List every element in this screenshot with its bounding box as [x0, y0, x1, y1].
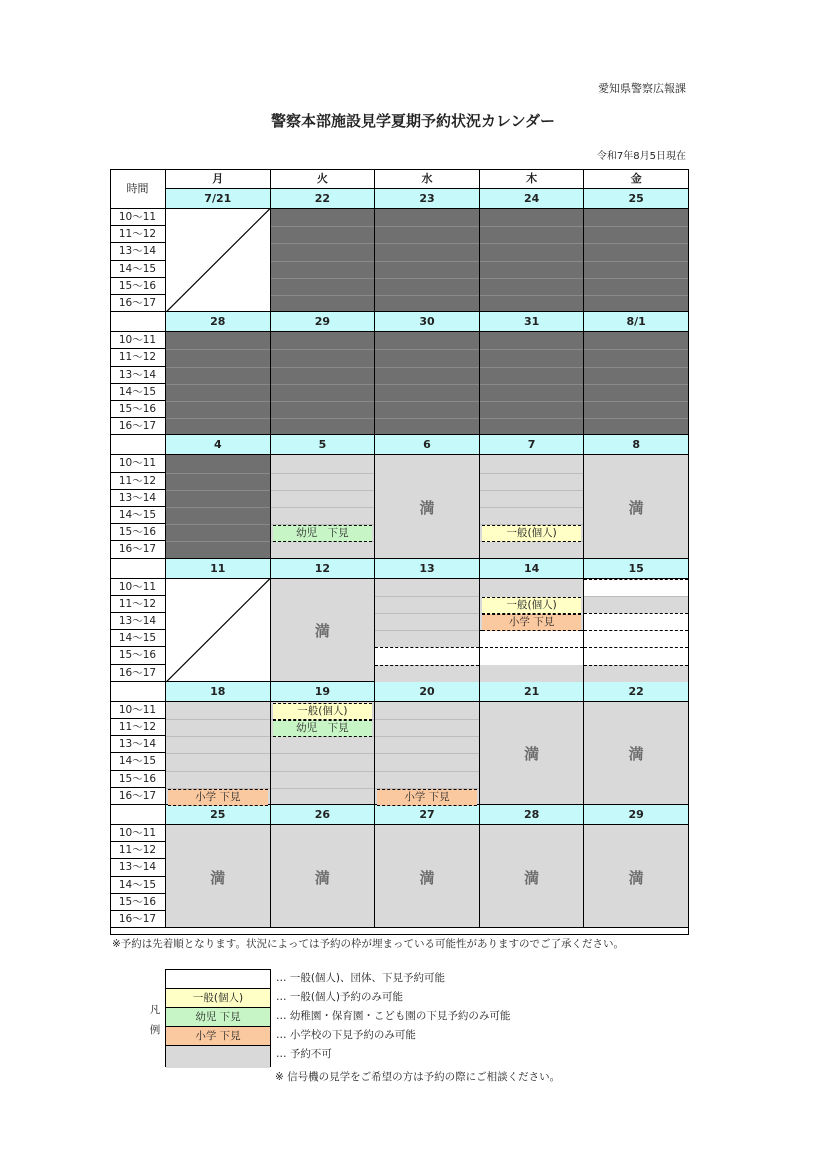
time-slot-label: 10～11 [110, 702, 166, 719]
full-block [271, 579, 376, 682]
slot-block [375, 579, 480, 682]
full-mark: 満 [524, 868, 540, 887]
legend-swatch [166, 970, 270, 989]
full-block [584, 702, 689, 805]
date-cell: 22 [584, 682, 689, 702]
date-cell: 6 [375, 435, 480, 455]
time-header: 時間 [110, 169, 166, 209]
blank-cell [110, 435, 166, 455]
date-cell: 21 [480, 682, 585, 702]
time-slot-label: 10～11 [110, 455, 166, 472]
time-slot-label: 14～15 [110, 384, 166, 401]
time-slot-label: 11～12 [110, 226, 166, 243]
date-cell: 19 [271, 682, 376, 702]
date-cell: 29 [584, 805, 689, 825]
blank-cell [110, 682, 166, 702]
weekday-header: 水 [375, 169, 480, 189]
full-mark: 満 [419, 868, 435, 887]
weekday-header: 月 [166, 169, 271, 189]
date-cell: 5 [271, 435, 376, 455]
time-slot-label: 14～15 [110, 753, 166, 770]
slot-block [271, 455, 376, 558]
legend-box [165, 969, 271, 1067]
time-slot-label: 16～17 [110, 911, 166, 928]
full-mark: 満 [628, 868, 644, 887]
legend-description: … 小学校の下見予約のみ可能 [276, 1029, 416, 1041]
time-slot-label: 15～16 [110, 647, 166, 664]
slot-block [480, 455, 585, 558]
weekday-header: 火 [271, 169, 376, 189]
time-slot-label: 11～12 [110, 719, 166, 736]
blank-cell [110, 805, 166, 825]
date-cell: 15 [584, 559, 689, 579]
time-slot-label: 16～17 [110, 541, 166, 558]
slot-block [271, 332, 376, 435]
time-slot-label: 11～12 [110, 349, 166, 366]
date-cell: 31 [480, 312, 585, 332]
legend-description: … 予約不可 [276, 1048, 332, 1060]
blank-cell [110, 312, 166, 332]
time-slot-label: 16～17 [110, 295, 166, 312]
time-slot-label: 15～16 [110, 771, 166, 788]
weekday-header: 木 [480, 169, 585, 189]
slot-block [480, 332, 585, 435]
full-mark: 満 [524, 745, 540, 764]
time-slot-label: 15～16 [110, 278, 166, 295]
date-cell: 8 [584, 435, 689, 455]
page-title: 警察本部施設見学夏期予約状況カレンダー [270, 112, 556, 130]
department-name: 愛知県警察広報課 [598, 82, 686, 95]
legend-title: 凡 例 [149, 1004, 161, 1036]
youji-slot-label: 幼児 下見 [273, 525, 373, 542]
full-mark: 満 [628, 498, 644, 517]
full-block [166, 825, 271, 928]
time-slot-label: 13～14 [110, 736, 166, 753]
time-slot-label: 15～16 [110, 401, 166, 418]
full-mark: 満 [210, 868, 226, 887]
legend-swatch: 小学 下見 [166, 1027, 270, 1046]
date-cell: 24 [480, 189, 585, 209]
date-cell: 25 [584, 189, 689, 209]
time-slot-label: 13～14 [110, 367, 166, 384]
weekday-header: 金 [584, 169, 689, 189]
youji-slot-label: 幼児 下見 [273, 720, 373, 737]
full-block [375, 455, 480, 558]
date-cell: 22 [271, 189, 376, 209]
date-cell: 7/21 [166, 189, 271, 209]
time-slot-label: 16～17 [110, 788, 166, 805]
legend-description: … 一般(個人)予約のみ可能 [276, 991, 404, 1003]
ippan-slot-label: 一般(個人) [482, 525, 582, 542]
slot-block [584, 332, 689, 435]
ippan-slot-label: 一般(個人) [482, 597, 582, 614]
time-slot-label: 10～11 [110, 825, 166, 842]
date-cell: 20 [375, 682, 480, 702]
slot-block [584, 579, 689, 682]
full-block [584, 825, 689, 928]
time-slot-label: 16～17 [110, 418, 166, 435]
legend-description: … 幼稚園・保育園・こども園の下見予約のみ可能 [276, 1010, 511, 1022]
slot-block [166, 455, 271, 558]
slot-block [375, 332, 480, 435]
time-slot-label: 14～15 [110, 507, 166, 524]
time-slot-label: 14～15 [110, 261, 166, 278]
reservation-calendar [110, 169, 689, 935]
slot-block [166, 332, 271, 435]
date-cell: 27 [375, 805, 480, 825]
slot-block [480, 209, 585, 312]
full-block [480, 825, 585, 928]
time-slot-label: 14～15 [110, 630, 166, 647]
time-slot-label: 10～11 [110, 332, 166, 349]
legend-swatch: 一般(個人) [166, 989, 270, 1008]
slot-block [166, 209, 271, 312]
time-slot-label: 11～12 [110, 473, 166, 490]
time-slot-label: 15～16 [110, 524, 166, 541]
closed-diagonal-line [166, 579, 270, 682]
date-cell: 23 [375, 189, 480, 209]
date-cell: 13 [375, 559, 480, 579]
date-cell: 28 [166, 312, 271, 332]
date-cell: 26 [271, 805, 376, 825]
legend-swatch: 幼児 下見 [166, 1008, 270, 1027]
full-mark: 満 [628, 745, 644, 764]
as-of-date: 令和7年8月5日現在 [596, 151, 686, 162]
time-slot-label: 10～11 [110, 579, 166, 596]
legend-description: … 一般(個人)、団体、下見予約可能 [276, 972, 446, 984]
blank-cell [110, 559, 166, 579]
date-cell: 12 [271, 559, 376, 579]
full-block [584, 455, 689, 558]
time-slot-label: 13～14 [110, 243, 166, 260]
shou-slot-label: 小学 下見 [377, 789, 477, 806]
full-mark: 満 [419, 498, 435, 517]
time-slot-label: 11～12 [110, 596, 166, 613]
time-slot-label: 16～17 [110, 665, 166, 682]
date-cell: 29 [271, 312, 376, 332]
shou-slot-label: 小学 下見 [168, 789, 268, 806]
time-slot-label: 13～14 [110, 490, 166, 507]
date-cell: 7 [480, 435, 585, 455]
date-cell: 18 [166, 682, 271, 702]
full-block [375, 825, 480, 928]
full-block [271, 825, 376, 928]
slot-block [271, 209, 376, 312]
full-mark: 満 [314, 622, 330, 641]
slot-block [584, 209, 689, 312]
legend-swatch [166, 1046, 270, 1068]
time-slot-label: 15～16 [110, 894, 166, 911]
date-cell: 25 [166, 805, 271, 825]
date-cell: 28 [480, 805, 585, 825]
time-slot-label: 14～15 [110, 877, 166, 894]
time-slot-label: 11～12 [110, 842, 166, 859]
full-mark: 満 [314, 868, 330, 887]
slot-block [166, 579, 271, 682]
slot-block [375, 209, 480, 312]
time-slot-label: 13～14 [110, 613, 166, 630]
first-come-note: ※予約は先着順となります。状況によっては予約の枠が埋まっている可能性がありますのでご了承ください。 [112, 938, 624, 950]
signal-note: ※ 信号機の見学をご希望の方は予約の際にご相談ください。 [275, 1071, 561, 1083]
ippan-slot-label: 一般(個人) [273, 703, 373, 720]
shou-slot-label: 小学 下見 [482, 614, 582, 631]
full-block [480, 702, 585, 805]
closed-diagonal-line [166, 209, 270, 312]
date-cell: 11 [166, 559, 271, 579]
time-slot-label: 10～11 [110, 209, 166, 226]
date-cell: 14 [480, 559, 585, 579]
time-slot-label: 13～14 [110, 859, 166, 876]
date-cell: 8/1 [584, 312, 689, 332]
date-cell: 30 [375, 312, 480, 332]
date-cell: 4 [166, 435, 271, 455]
